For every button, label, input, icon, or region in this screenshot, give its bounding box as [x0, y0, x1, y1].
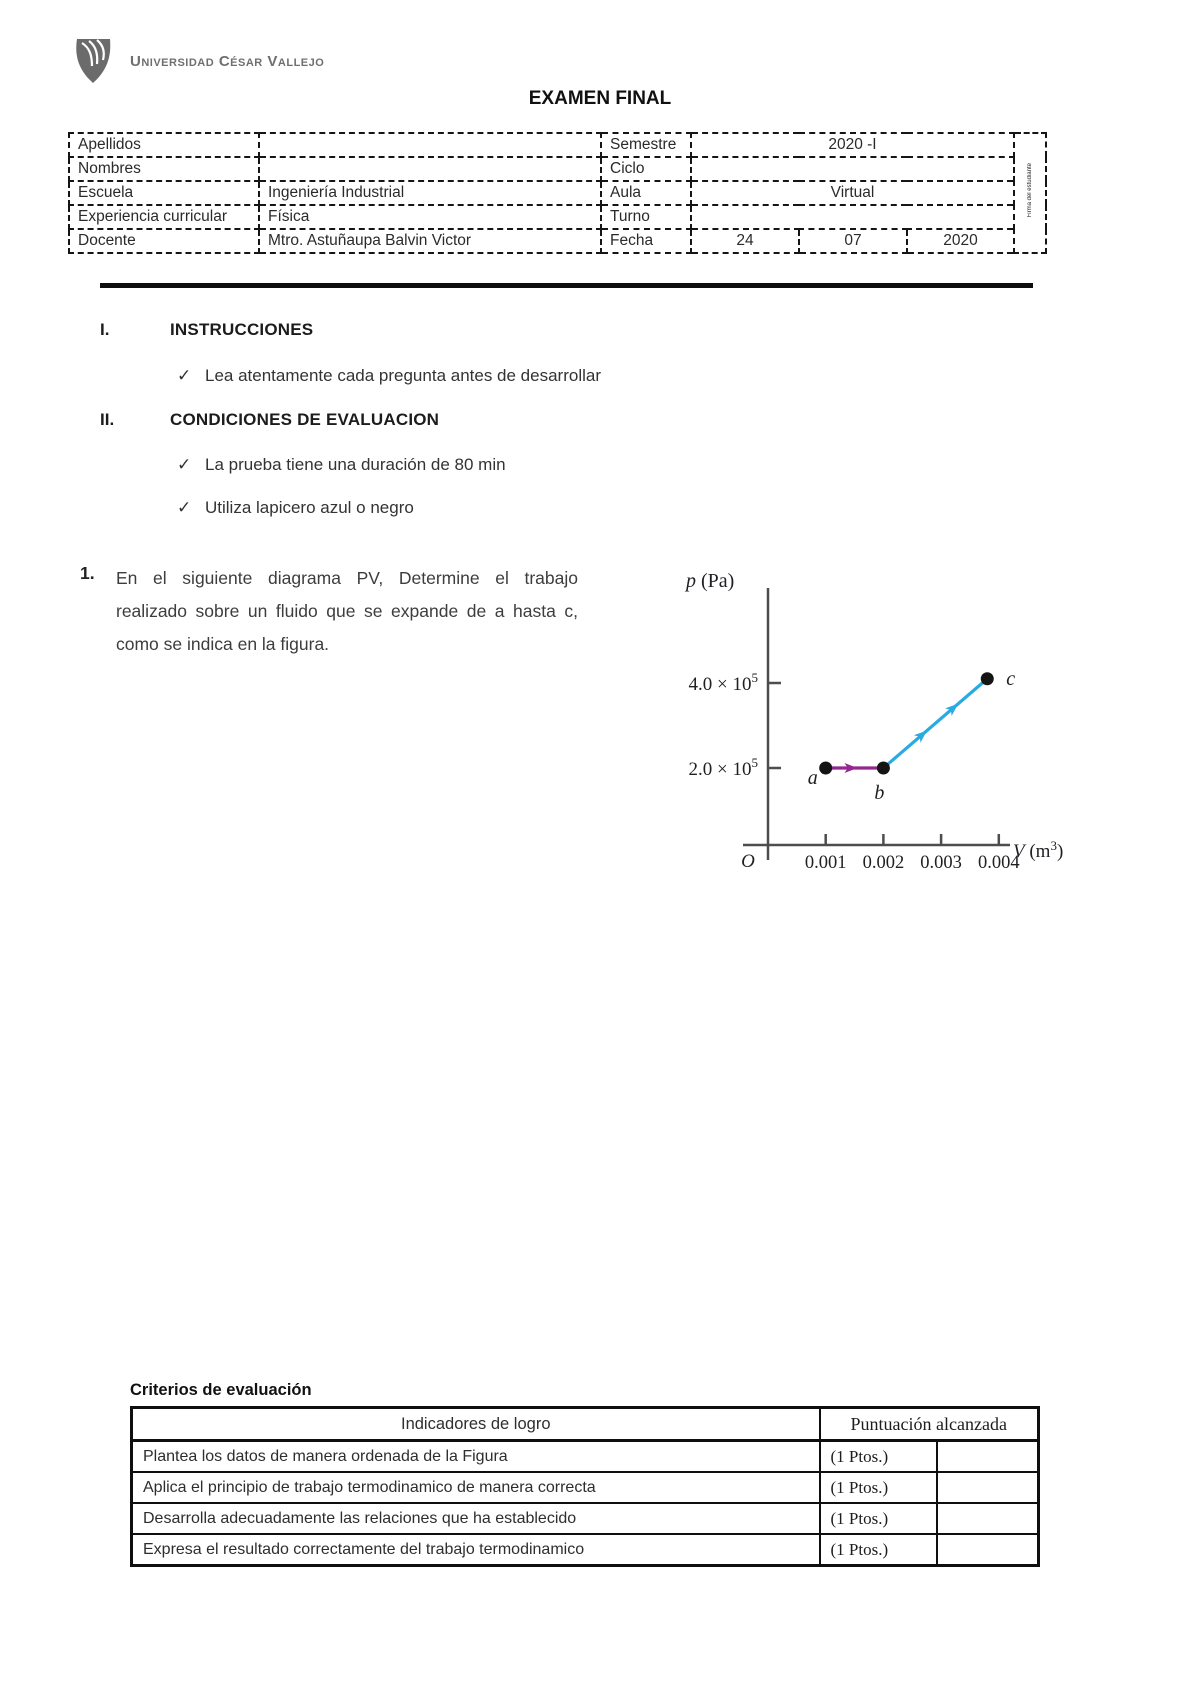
criteria-points: (1 Ptos.) — [820, 1534, 937, 1566]
instruction-item — [177, 366, 601, 386]
criteria-points: (1 Ptos.) — [820, 1441, 937, 1473]
criteria-row — [132, 1534, 1039, 1566]
info-value — [259, 133, 601, 157]
pv-point-a — [819, 762, 832, 775]
criteria-row — [132, 1472, 1039, 1503]
section-heading-condiciones: CONDICIONES DE EVALUACION — [170, 410, 440, 429]
condition-item — [177, 455, 506, 475]
ucv-logo — [70, 36, 324, 86]
info-label: Semestre — [601, 133, 691, 157]
info-value: Mtro. Astuñaupa Balvin Victor — [259, 229, 601, 253]
pv-point-label-a: a — [807, 767, 818, 789]
condition-text: Utiliza lapicero azul o negro — [205, 498, 414, 517]
criteria-row — [132, 1503, 1039, 1534]
info-label: Turno — [601, 205, 691, 229]
ucv-logo-text: Universidad César Vallejo — [130, 52, 325, 70]
problem-text: En el siguiente diagrama PV, Determine el trabajo realizado sobre un fluido que se expande de a hasta c, como se indica en la figura. — [116, 568, 578, 654]
page-title: EXAMEN FINAL — [528, 88, 672, 109]
info-label: Nombres — [69, 157, 259, 181]
criteria-points: (1 Ptos.) — [820, 1503, 937, 1534]
pv-xtick-label: 0.003 — [920, 853, 962, 873]
check-icon: ✓ — [177, 498, 192, 517]
ucv-logo-icon — [70, 36, 118, 86]
criteria-indicator: Plantea los datos de manera ordenada de la Figura — [132, 1441, 820, 1473]
pv-point-b — [877, 762, 890, 775]
criteria-points: (1 Ptos.) — [820, 1472, 937, 1503]
condition-text: La prueba tiene una duración de 80 min — [205, 455, 506, 474]
info-value: Virtual — [691, 181, 1014, 205]
info-label: Ciclo — [601, 157, 691, 181]
info-value: 2020 -I — [691, 133, 1014, 157]
info-date-month: 07 — [799, 229, 907, 253]
check-icon: ✓ — [177, 366, 192, 385]
pv-ytick-label: $4.0 \times 10^5$ — [688, 670, 758, 695]
criteria-indicator: Expresa el resultado correctamente del trabajo termodinamico — [132, 1534, 820, 1566]
pv-xtick-label: 0.004 — [977, 853, 1020, 873]
criteria-table — [130, 1406, 1040, 1567]
section-numeral-condiciones: II. — [100, 410, 115, 429]
criteria-score-cell — [937, 1441, 1039, 1473]
criteria-heading: Criterios de evaluación — [130, 1381, 312, 1399]
info-label: Escuela — [69, 181, 259, 205]
info-label: Apellidos — [69, 133, 259, 157]
pv-ytick-label: $2.0 \times 10^5$ — [688, 755, 758, 780]
info-date-year: 2020 — [907, 229, 1014, 253]
info-row-experiencia — [69, 205, 1046, 229]
pv-segment-bc — [883, 679, 987, 768]
info-value: Ingeniería Industrial — [259, 181, 601, 205]
info-label: Docente — [69, 229, 259, 253]
criteria-row — [132, 1441, 1039, 1473]
signature-cell — [1014, 133, 1046, 253]
condition-item — [177, 498, 414, 518]
problem-number: 1. — [80, 563, 95, 583]
criteria-indicator: Desarrolla adecuadamente las relaciones que ha establecido — [132, 1503, 820, 1534]
info-value — [691, 157, 1014, 181]
signature-label: Firma del estudiante — [1027, 163, 1033, 218]
pv-xtick-label: 0.002 — [862, 853, 905, 873]
info-label: Fecha — [601, 229, 691, 253]
criteria-header-indicators: Indicadores de logro — [132, 1408, 820, 1441]
info-row-escuela — [69, 181, 1046, 205]
section-heading-instrucciones: INSTRUCCIONES — [170, 320, 314, 339]
criteria-score-cell — [937, 1503, 1039, 1534]
criteria-score-cell — [937, 1472, 1039, 1503]
info-date-day: 24 — [691, 229, 799, 253]
student-info-table — [68, 132, 1047, 254]
instruction-text: Lea atentamente cada pregunta antes de desarrollar — [205, 366, 601, 385]
info-value — [691, 205, 1014, 229]
pv-point-label-b: b — [874, 782, 885, 804]
info-value — [259, 157, 601, 181]
criteria-indicator: Aplica el principio de trabajo termodinamico de manera correcta — [132, 1472, 820, 1503]
pv-ylabel: p (Pa) — [686, 570, 735, 592]
section-numeral-instrucciones: I. — [100, 320, 110, 339]
pv-origin-label: O — [741, 851, 755, 872]
pv-xlabel: V $(m^3)$ — [1013, 838, 1064, 862]
info-label: Aula — [601, 181, 691, 205]
info-row-docente — [69, 229, 1046, 253]
info-label: Experiencia curricular — [69, 205, 259, 229]
info-row-apellidos — [69, 133, 1046, 157]
criteria-header-row — [132, 1408, 1039, 1441]
divider-rule — [100, 283, 1033, 288]
criteria-score-cell — [937, 1534, 1039, 1566]
pv-point-c — [981, 672, 994, 685]
check-icon: ✓ — [177, 455, 192, 474]
pv-xtick-label: 0.001 — [804, 853, 847, 873]
info-row-nombres — [69, 157, 1046, 181]
pv-diagram — [600, 560, 1100, 890]
pv-point-label-c: c — [1006, 667, 1016, 690]
criteria-header-score: Puntuación alcanzada — [820, 1408, 1039, 1441]
info-value: Física — [259, 205, 601, 229]
